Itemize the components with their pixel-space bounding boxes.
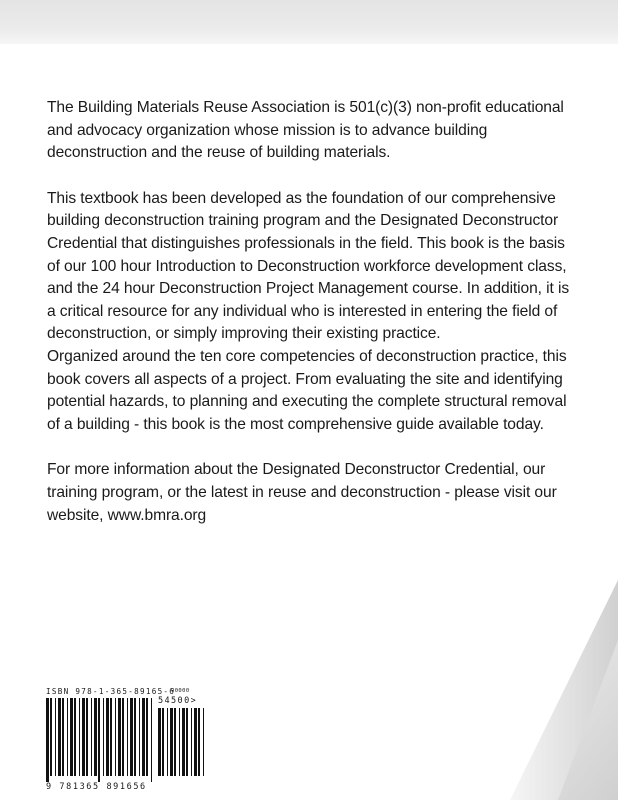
barcode-bar xyxy=(115,698,116,776)
barcode-bar xyxy=(46,698,49,782)
barcode-bar xyxy=(179,708,180,776)
barcode-bar xyxy=(62,698,64,776)
ean-digits: 9 781365 891656 xyxy=(46,782,147,792)
barcode-bar xyxy=(182,708,185,776)
barcode-main-bars xyxy=(46,698,154,782)
corner-wedge-graphic xyxy=(498,580,618,800)
barcode-bar xyxy=(122,698,124,776)
barcode-addon-digits: 54500> xyxy=(158,696,198,706)
barcode-bar xyxy=(50,698,52,776)
barcode-bar xyxy=(110,698,112,776)
barcode-bar xyxy=(94,698,97,776)
barcode-bar xyxy=(79,698,80,776)
paragraph-mission: The Building Materials Reuse Association is 501(c)(3) non-profit educational and advocacy organization whose mission is to advance building deconstruction and the reuse of building materials. xyxy=(47,99,564,162)
cover-description xyxy=(47,97,575,550)
paragraph-competencies: Organized around the ten core competencies of deconstruction practice, this book covers all aspects of a project. From evaluating the site and identifying potential hazards, to planning and executing the complete structural removal of a building - this book is the most comprehensive guide available today. xyxy=(47,347,567,433)
barcode-bar xyxy=(91,698,92,776)
barcode-bar xyxy=(186,708,188,776)
paragraph-textbook: This textbook has been developed as the foundation of our comprehensive building deconstruction training program and the Designated Deconstructor Credential that distinguishes professionals in the field. This book is the basis of our 100 hour Introduction to Deconstruction workforce development class, and the 24 hour Deconstruction Project Management course. In addition, it is a critical resource for any individual who is interested in entering the field of deconstruction, or simply improving their existing practice. xyxy=(47,189,570,343)
barcode-bar xyxy=(55,698,56,776)
barcode-bar xyxy=(174,708,176,776)
barcode-bar xyxy=(74,698,76,776)
barcode-bar xyxy=(139,698,140,776)
barcode-bar xyxy=(67,698,68,776)
barcode-bar xyxy=(106,698,109,776)
barcode-bar xyxy=(198,708,200,776)
barcode-bar xyxy=(58,698,61,776)
barcode-bar xyxy=(118,698,121,776)
barcode-bar xyxy=(167,708,168,776)
barcode-bar xyxy=(170,708,173,776)
barcode-bar xyxy=(158,708,161,776)
barcode-bar xyxy=(203,708,204,776)
barcode-bar xyxy=(103,698,104,776)
barcode-bar xyxy=(130,698,133,776)
price-code: 90000 xyxy=(171,688,190,694)
barcode-bar xyxy=(98,698,100,782)
barcode-bar xyxy=(194,708,197,776)
barcode-bar xyxy=(82,698,85,776)
barcode-addon-bars xyxy=(158,708,206,782)
paragraph-more-info: For more information about the Designated Deconstructor Credential, our training program, or the latest in reuse and deconstruction - please visit our website, www.bmra.org xyxy=(47,461,557,524)
barcode-bar xyxy=(162,708,164,776)
barcode-bar xyxy=(142,698,145,776)
barcode-bar xyxy=(146,698,148,776)
barcode-bar xyxy=(151,698,152,782)
barcode-bar xyxy=(191,708,192,776)
isbn-label: ISBN 978-1-365-89165-6 xyxy=(46,687,176,696)
barcode-bar xyxy=(86,698,88,776)
barcode-bar xyxy=(70,698,73,776)
barcode-bar xyxy=(127,698,128,776)
barcode-bar xyxy=(134,698,136,776)
top-gray-band xyxy=(0,0,618,44)
